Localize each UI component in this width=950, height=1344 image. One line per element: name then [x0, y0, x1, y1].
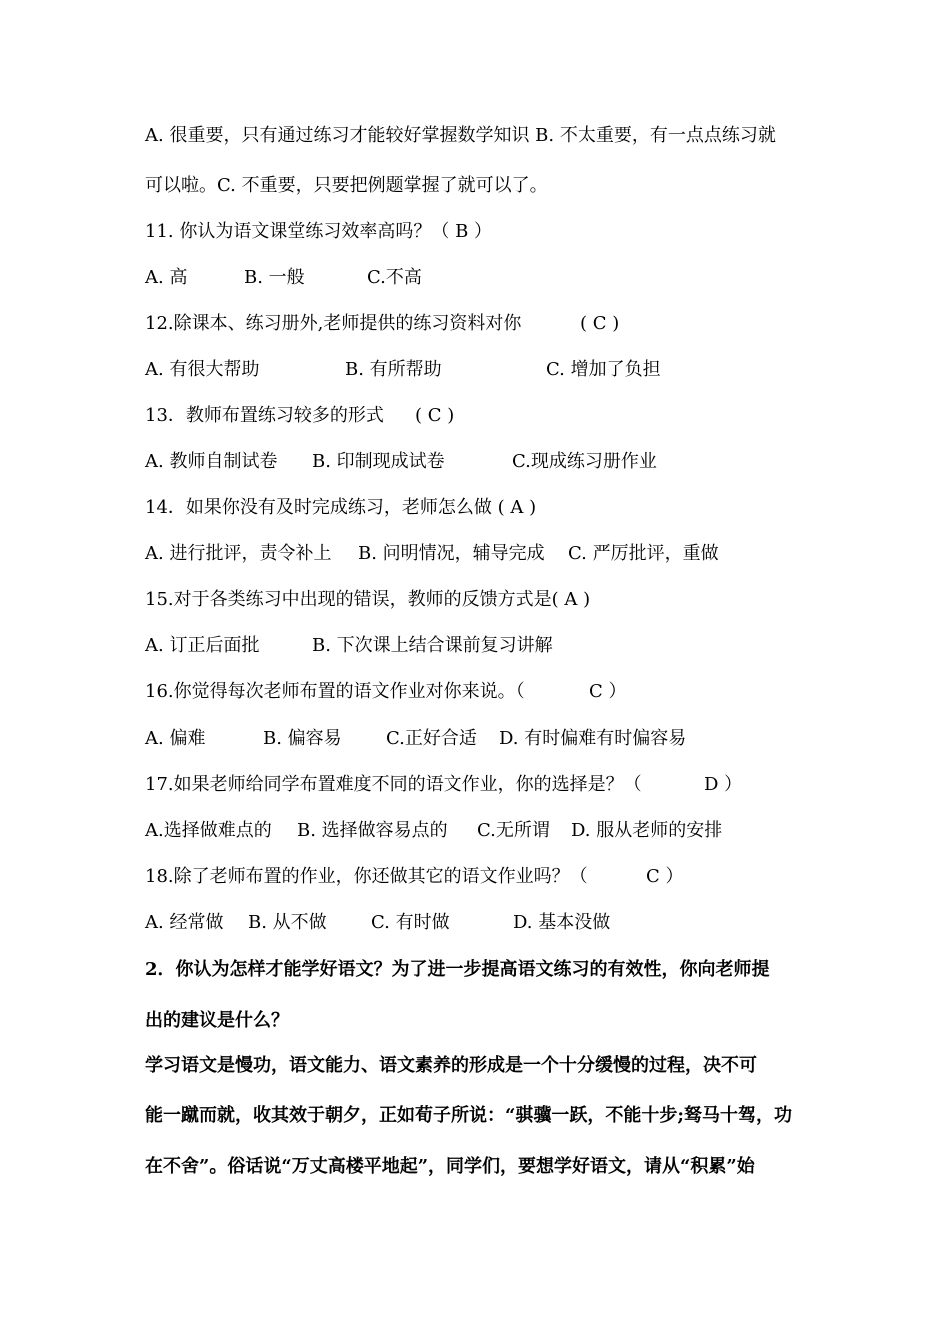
paragraph-text: 学习语文是慢功，语文能力、语文素养的形成是一个十分缓慢的过程，决不可 — [145, 1055, 757, 1076]
answer: ( C ) — [580, 313, 620, 334]
option-b: B. 印制现成试卷 — [312, 451, 445, 472]
option-b: B. 偏容易 — [263, 728, 342, 749]
paragraph-text: 能一蹴而就，收其效于朝夕，正如荀子所说：“骐骥一跃，不能十步;驽马十驾，功 — [145, 1105, 792, 1126]
answer: C ） — [646, 866, 684, 887]
option-d: D. 有时偏难有时偏容易 — [499, 728, 687, 749]
question-text: 12.除课本、练习册外,老师提供的练习资料对你 — [145, 313, 522, 334]
question-text: 11. 你认为语文课堂练习效率高吗？（ B ） — [145, 221, 493, 242]
option-c: C. 有时做 — [371, 912, 450, 933]
option-b: B. 选择做容易点的 — [297, 820, 448, 841]
question-text: 13．教师布置练习较多的形式 — [145, 405, 384, 426]
question-text: 14．如果你没有及时完成练习，老师怎么做 ( A ) — [145, 497, 537, 518]
answer: D ） — [704, 774, 743, 795]
option-c: C.不高 — [367, 267, 422, 288]
answer: C ） — [589, 681, 627, 702]
option-d: D. 服从老师的安排 — [571, 820, 723, 841]
option-a: A. 经常做 — [145, 912, 224, 933]
option-b: B. 从不做 — [248, 912, 327, 933]
question-text: 17.如果老师给同学布置难度不同的语文作业，你的选择是？（ — [145, 774, 642, 795]
option-c: C. 增加了负担 — [546, 359, 661, 380]
option-a: A. 订正后面批 — [145, 635, 260, 656]
option-c: C.现成练习册作业 — [512, 451, 657, 472]
option-b: B. 有所帮助 — [345, 359, 442, 380]
option-a: A. 偏难 — [145, 728, 206, 749]
question-text: 18.除了老师布置的作业，你还做其它的语文作业吗？（ — [145, 866, 588, 887]
option-a: A. 教师自制试卷 — [145, 451, 278, 472]
option-d: D. 基本没做 — [513, 912, 611, 933]
paragraph-text: 在不舍”。俗话说“万丈高楼平地起”，同学们，要想学好语文，请从“积累”始 — [145, 1156, 755, 1177]
question-text: 15.对于各类练习中出现的错误，教师的反馈方式是( A ) — [145, 589, 591, 610]
option-b: B. 一般 — [244, 267, 305, 288]
option-a: A. 高 — [145, 267, 188, 288]
question-text: 16.你觉得每次老师布置的语文作业对你来说。（ — [145, 681, 525, 702]
option-a: A.选择做难点的 — [145, 820, 272, 841]
option-b: B. 问明情况，辅导完成 — [358, 543, 545, 564]
option-a: A. 有很大帮助 — [145, 359, 260, 380]
option-c: C.正好合适 — [386, 728, 477, 749]
option-a: A. 进行批评，责令补上 — [145, 543, 332, 564]
option-text: A. 很重要，只有通过练习才能较好掌握数学知识 B. 不太重要，有一点点练习就 — [145, 125, 776, 146]
option-c: C.无所谓 — [477, 820, 550, 841]
option-text: 可以啦。C. 不重要，只要把例题掌握了就可以了。 — [145, 175, 548, 196]
option-b: B. 下次课上结合课前复习讲解 — [312, 635, 553, 656]
open-question-text: 出的建议是什么？ — [145, 1010, 289, 1031]
open-question-text: 2．你认为怎样才能学好语文？为了进一步提高语文练习的有效性，你向老师提 — [145, 959, 770, 980]
option-c: C. 严厉批评，重做 — [568, 543, 719, 564]
answer: ( C ) — [415, 405, 455, 426]
